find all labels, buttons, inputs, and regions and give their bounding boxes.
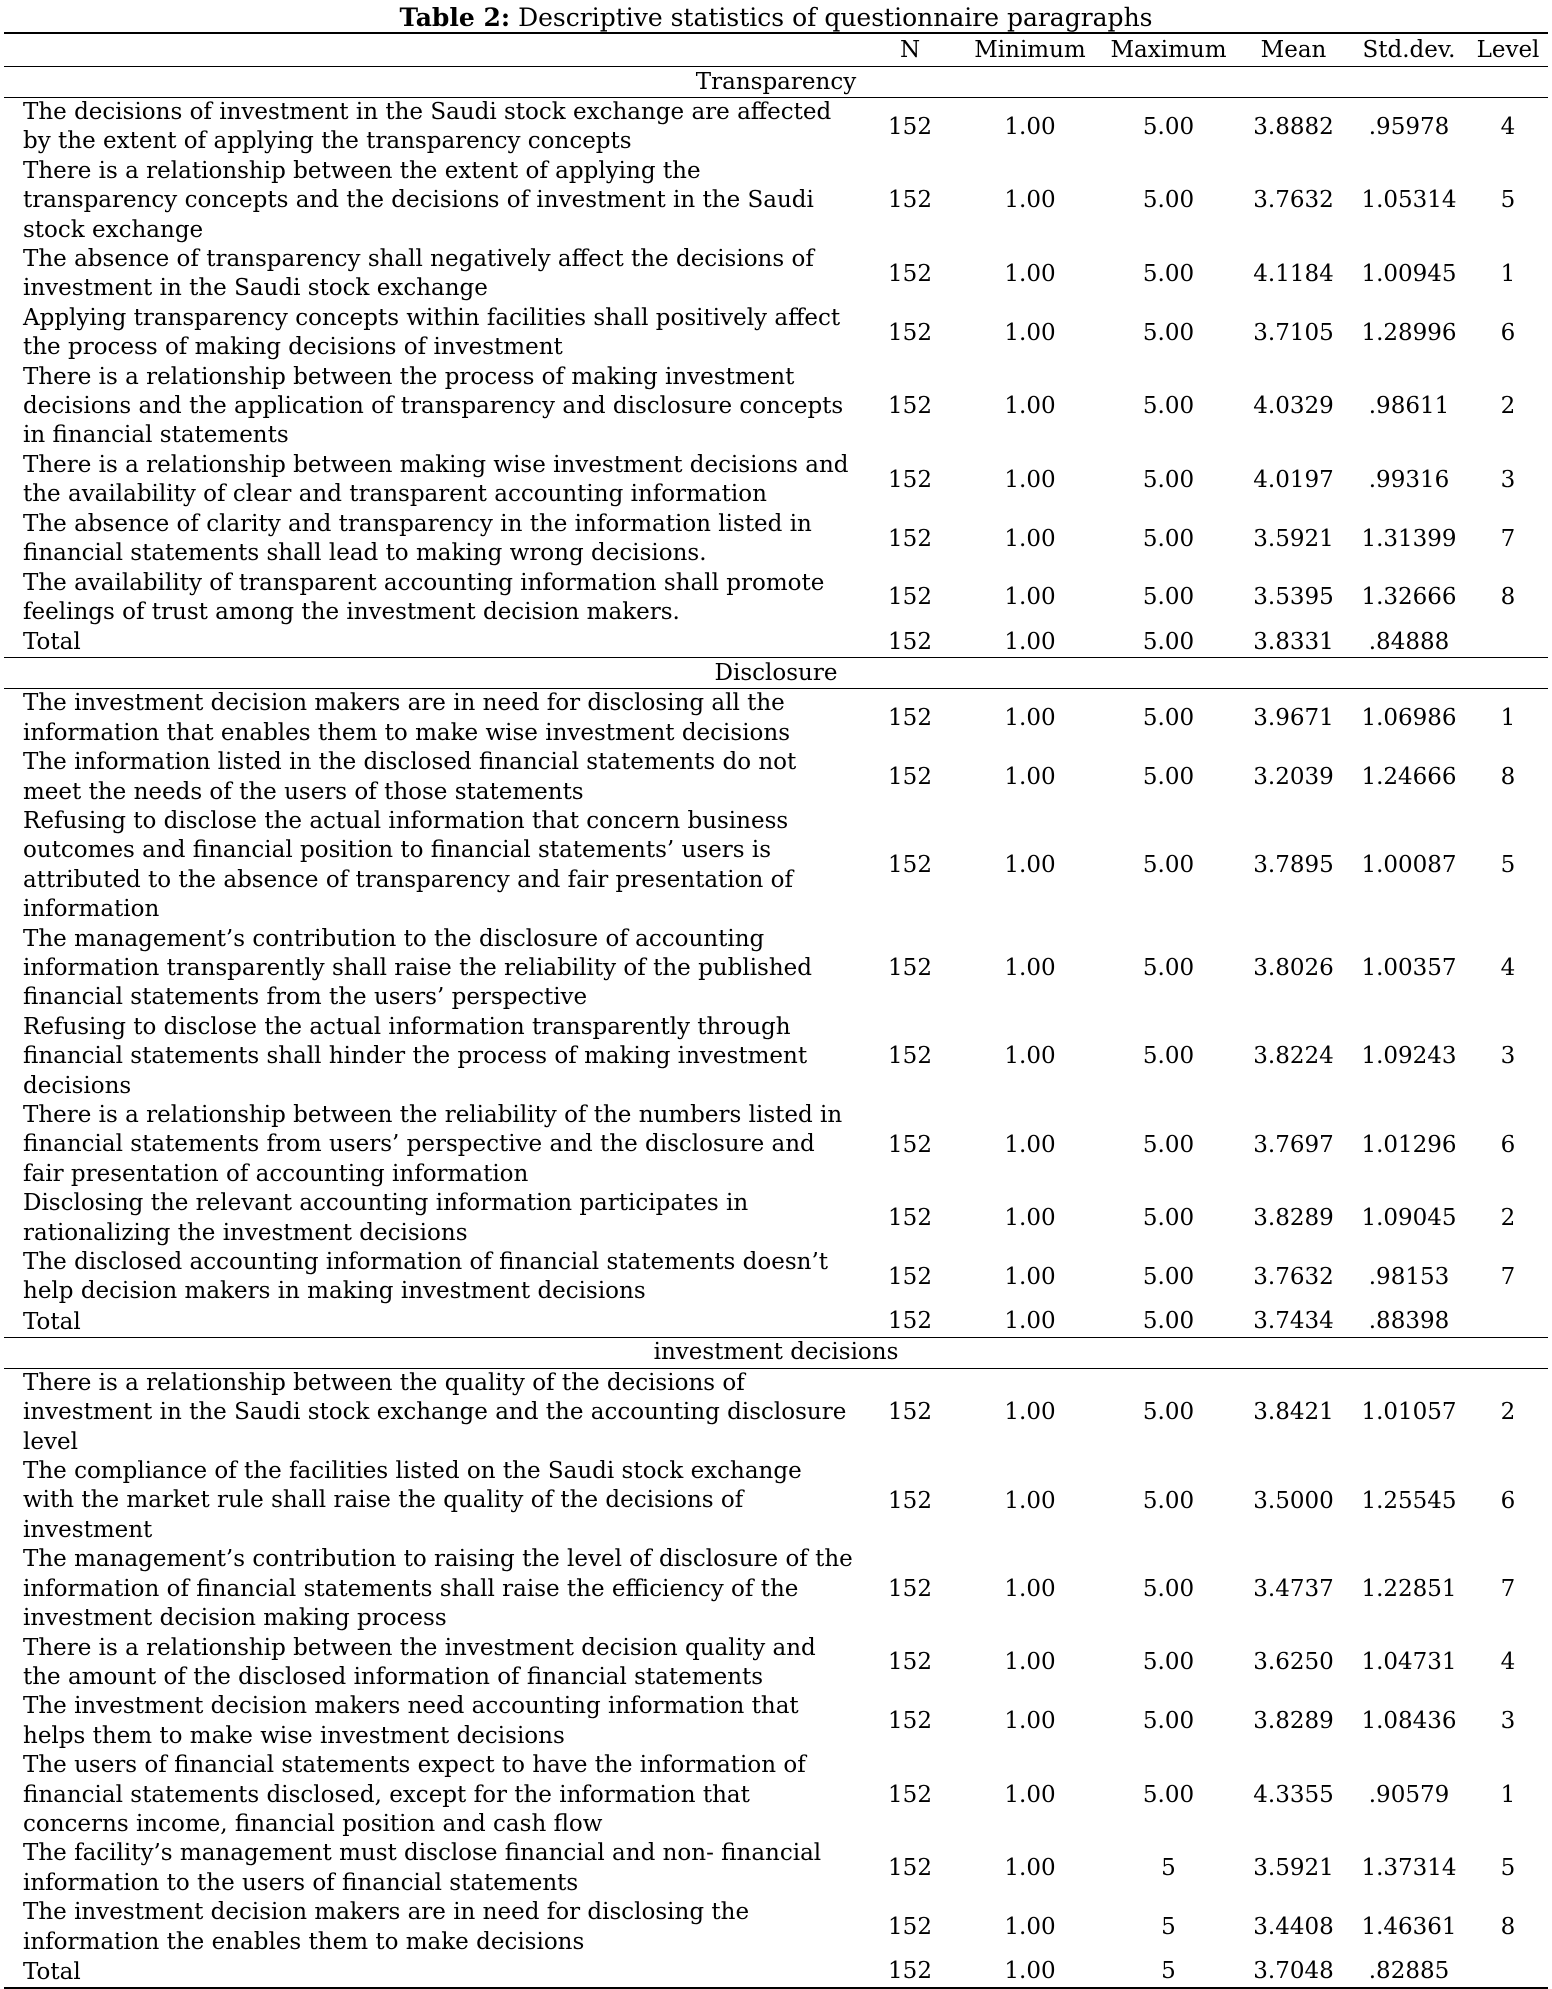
cell-std-dev: 1.04731 — [1361, 1649, 1457, 1676]
cell-minimum: 1.00 — [1004, 705, 1056, 732]
cell-level: 8 — [1500, 584, 1516, 611]
section-1 — [4, 658, 1548, 1338]
header-level: Level — [1476, 36, 1540, 63]
cell-n: 152 — [888, 1399, 932, 1426]
cell-std-dev: 1.31399 — [1361, 525, 1457, 552]
cell-mean: 3.7632 — [1253, 187, 1334, 214]
cell-level: 6 — [1500, 319, 1516, 346]
cell-minimum: 1.00 — [1004, 764, 1056, 791]
cell-std-dev: 1.25545 — [1361, 1487, 1457, 1514]
table-row — [4, 1692, 1548, 1751]
cell-n: 152 — [888, 113, 932, 140]
cell-minimum: 1.00 — [1004, 584, 1056, 611]
table-row — [4, 1839, 1548, 1898]
cell-maximum: 5.00 — [1142, 1399, 1195, 1426]
table-row — [4, 1751, 1548, 1839]
total-maximum: 5.00 — [1142, 628, 1195, 655]
cell-statement: The investment decision makers are in need for disclosing the information the enables them to make decisions — [23, 1899, 750, 1955]
cell-mean: 4.0197 — [1253, 466, 1334, 493]
cell-std-dev: 1.06986 — [1361, 705, 1457, 732]
table-row — [4, 1248, 1548, 1307]
cell-statement: There is a relationship between the process of making investment decisions and the application of transparency and disclosure concepts in financial statements — [23, 363, 844, 449]
total-row — [4, 627, 1548, 658]
cell-mean: 3.8421 — [1253, 1399, 1334, 1426]
total-level — [1468, 627, 1548, 658]
cell-n: 152 — [888, 525, 932, 552]
total-n: 152 — [888, 628, 932, 655]
table-row — [4, 98, 1548, 157]
total-n: 152 — [888, 1958, 932, 1985]
cell-std-dev: 1.01057 — [1361, 1399, 1457, 1426]
cell-std-dev: 1.00945 — [1361, 260, 1457, 287]
cell-mean: 3.6250 — [1253, 1649, 1334, 1676]
table-row — [4, 1634, 1548, 1693]
total-row — [4, 1957, 1548, 1988]
cell-maximum: 5 — [1161, 1855, 1176, 1882]
cell-std-dev: .98611 — [1368, 393, 1450, 420]
total-mean: 3.7048 — [1253, 1958, 1334, 1985]
total-std-dev: .82885 — [1368, 1958, 1450, 1985]
table-row — [4, 510, 1548, 569]
header-row — [4, 33, 1548, 67]
cell-maximum: 5.00 — [1142, 1649, 1195, 1676]
total-minimum: 1.00 — [1004, 628, 1056, 655]
cell-n: 152 — [888, 1855, 932, 1882]
cell-statement: There is a relationship between the investment decision quality and the amount of the disclosed information of financial statements — [23, 1634, 816, 1690]
cell-minimum: 1.00 — [1004, 1487, 1056, 1514]
descriptive-statistics-table — [4, 32, 1548, 1989]
cell-n: 152 — [888, 1649, 932, 1676]
table-row — [4, 245, 1548, 304]
cell-n: 152 — [888, 393, 932, 420]
table-row — [4, 689, 1548, 748]
cell-mean: 4.0329 — [1253, 393, 1334, 420]
caption-label: Table 2: — [399, 3, 511, 32]
total-n: 152 — [888, 1308, 932, 1335]
cell-level: 7 — [1500, 525, 1516, 552]
header-minimum: Minimum — [974, 36, 1086, 63]
cell-minimum: 1.00 — [1004, 1043, 1056, 1070]
cell-statement: The investment decision makers need accounting information that helps them to make wise investment decisions — [23, 1693, 799, 1749]
cell-minimum: 1.00 — [1004, 1914, 1056, 1941]
section-title: investment decisions — [4, 1337, 1548, 1368]
cell-statement: The management’s contribution to raising the level of disclosure of the information of financial statements shall raise the efficiency of the investment decision making process — [23, 1546, 853, 1632]
cell-minimum: 1.00 — [1004, 1649, 1056, 1676]
cell-level: 4 — [1500, 955, 1516, 982]
header-statement — [4, 33, 860, 67]
cell-level: 7 — [1500, 1575, 1516, 1602]
total-maximum: 5.00 — [1142, 1308, 1195, 1335]
cell-n: 152 — [888, 1487, 932, 1514]
cell-maximum: 5.00 — [1142, 319, 1195, 346]
cell-level: 5 — [1500, 1855, 1516, 1882]
table-row — [4, 451, 1548, 510]
cell-mean: 3.7105 — [1253, 319, 1334, 346]
cell-n: 152 — [888, 187, 932, 214]
cell-level: 1 — [1500, 705, 1516, 732]
cell-statement: The information listed in the disclosed financial statements do not meet the needs of the users of those statements — [23, 749, 797, 805]
cell-n: 152 — [888, 1575, 932, 1602]
cell-minimum: 1.00 — [1004, 319, 1056, 346]
cell-statement: The absence of clarity and transparency in the information listed in financial statements shall lead to making wrong decisions. — [23, 510, 812, 567]
cell-maximum: 5.00 — [1142, 1043, 1195, 1070]
cell-mean: 3.7895 — [1253, 852, 1334, 879]
cell-mean: 3.8224 — [1253, 1043, 1334, 1070]
cell-mean: 3.8882 — [1253, 113, 1334, 140]
cell-level: 6 — [1500, 1487, 1516, 1514]
cell-minimum: 1.00 — [1004, 393, 1056, 420]
cell-minimum: 1.00 — [1004, 260, 1056, 287]
cell-mean: 4.1184 — [1253, 260, 1334, 287]
total-level — [1468, 1957, 1548, 1988]
table-row — [4, 363, 1548, 451]
cell-n: 152 — [888, 260, 932, 287]
cell-level: 5 — [1500, 852, 1516, 879]
cell-mean: 3.5921 — [1253, 525, 1334, 552]
cell-n: 152 — [888, 764, 932, 791]
cell-mean: 3.4737 — [1253, 1575, 1334, 1602]
header-std-dev: Std.dev. — [1362, 36, 1456, 63]
section-title-row — [4, 1337, 1548, 1368]
cell-level: 4 — [1500, 113, 1516, 140]
cell-maximum: 5.00 — [1142, 1205, 1195, 1232]
cell-maximum: 5 — [1161, 1914, 1176, 1941]
total-mean: 3.7434 — [1253, 1308, 1334, 1335]
cell-statement: There is a relationship between the quality of the decisions of investment in the Saudi stock exchange and the accounting disclosure level — [23, 1369, 847, 1455]
cell-minimum: 1.00 — [1004, 525, 1056, 552]
cell-maximum: 5.00 — [1142, 1487, 1195, 1514]
total-statement: Total — [23, 1958, 81, 1985]
cell-mean: 3.7697 — [1253, 1131, 1334, 1158]
cell-n: 152 — [888, 852, 932, 879]
cell-n: 152 — [888, 319, 932, 346]
cell-std-dev: 1.09243 — [1361, 1043, 1457, 1070]
cell-statement: The investment decision makers are in need for disclosing all the information that enables them to make wise investment decisions — [23, 690, 791, 746]
table-row — [4, 748, 1548, 807]
cell-level: 4 — [1500, 1649, 1516, 1676]
cell-maximum: 5.00 — [1142, 260, 1195, 287]
cell-level: 8 — [1500, 764, 1516, 791]
cell-minimum: 1.00 — [1004, 1855, 1056, 1882]
cell-mean: 3.9671 — [1253, 705, 1334, 732]
cell-statement: The decisions of investment in the Saudi stock exchange are affected by the extent of applying the transparency concepts — [23, 99, 832, 155]
cell-maximum: 5.00 — [1142, 1263, 1195, 1290]
cell-std-dev: 1.46361 — [1361, 1914, 1457, 1941]
table-row — [4, 1545, 1548, 1633]
cell-maximum: 5.00 — [1142, 1575, 1195, 1602]
cell-std-dev: .90579 — [1368, 1781, 1450, 1808]
cell-std-dev: .95978 — [1368, 113, 1450, 140]
cell-maximum: 5.00 — [1142, 466, 1195, 493]
cell-std-dev: 1.01296 — [1361, 1131, 1457, 1158]
table-row — [4, 1189, 1548, 1248]
cell-maximum: 5.00 — [1142, 955, 1195, 982]
table-row — [4, 925, 1548, 1013]
table-row — [4, 1368, 1548, 1457]
cell-minimum: 1.00 — [1004, 187, 1056, 214]
total-minimum: 1.00 — [1004, 1308, 1056, 1335]
cell-statement: Refusing to disclose the actual information transparently through financial statements shall hinder the process of making investment decisions — [23, 1013, 808, 1099]
cell-statement: The absence of transparency shall negatively affect the decisions of investment in the Saudi stock exchange — [23, 246, 814, 302]
cell-minimum: 1.00 — [1004, 1399, 1056, 1426]
total-std-dev: .88398 — [1368, 1308, 1450, 1335]
header-n: N — [899, 36, 921, 63]
cell-n: 152 — [888, 955, 932, 982]
cell-level: 3 — [1500, 1708, 1516, 1735]
total-minimum: 1.00 — [1004, 1958, 1056, 1985]
cell-maximum: 5.00 — [1142, 705, 1195, 732]
cell-maximum: 5.00 — [1142, 393, 1195, 420]
cell-level: 2 — [1500, 1205, 1516, 1232]
cell-statement: Disclosing the relevant accounting information participates in rationalizing the investment decisions — [23, 1190, 749, 1246]
total-statement: Total — [23, 629, 81, 656]
cell-maximum: 5.00 — [1142, 187, 1195, 214]
cell-maximum: 5.00 — [1142, 1131, 1195, 1158]
cell-statement: There is a relationship between the extent of applying the transparency concepts and the decisions of investment in the Saudi stock exchange — [23, 157, 814, 243]
cell-statement: The disclosed accounting information of financial statements doesn’t help decision makers in making investment decisions — [23, 1249, 829, 1305]
section-title-row — [4, 658, 1548, 689]
cell-std-dev: 1.37314 — [1361, 1855, 1457, 1882]
section-title: Disclosure — [4, 658, 1548, 689]
cell-statement: The compliance of the facilities listed on the Saudi stock exchange with the market rule shall raise the quality of the decisions of investment — [23, 1458, 802, 1543]
cell-std-dev: 1.05314 — [1361, 187, 1457, 214]
cell-std-dev: 1.08436 — [1361, 1708, 1457, 1735]
cell-statement: There is a relationship between making wise investment decisions and the availability of clear and transparent accounting information — [23, 451, 849, 508]
cell-std-dev: .99316 — [1368, 466, 1450, 493]
section-title-row — [4, 67, 1548, 98]
cell-std-dev: 1.32666 — [1361, 584, 1457, 611]
cell-minimum: 1.00 — [1004, 1205, 1056, 1232]
table-row — [4, 1457, 1548, 1545]
cell-level: 6 — [1500, 1131, 1516, 1158]
section-2 — [4, 1337, 1548, 1988]
table-row — [4, 304, 1548, 363]
cell-maximum: 5.00 — [1142, 1781, 1195, 1808]
cell-minimum: 1.00 — [1004, 113, 1056, 140]
total-statement: Total — [23, 1308, 81, 1335]
cell-n: 152 — [888, 1708, 932, 1735]
cell-level: 1 — [1500, 1781, 1516, 1808]
total-maximum: 5 — [1161, 1958, 1176, 1985]
cell-level: 3 — [1500, 1043, 1516, 1070]
cell-mean: 3.5000 — [1253, 1487, 1334, 1514]
table-row — [4, 569, 1548, 628]
cell-mean: 3.5395 — [1253, 584, 1334, 611]
cell-maximum: 5.00 — [1142, 113, 1195, 140]
cell-statement: Refusing to disclose the actual information that concern business outcomes and financial position to financial statements’ users is attributed to the absence of transparency and fair presentation of information — [23, 807, 793, 923]
total-row — [4, 1307, 1548, 1338]
cell-n: 152 — [888, 1043, 932, 1070]
cell-mean: 3.2039 — [1253, 764, 1334, 791]
cell-level: 3 — [1500, 466, 1516, 493]
cell-mean: 3.5921 — [1253, 1855, 1334, 1882]
table-caption — [0, 0, 1552, 36]
header-mean: Mean — [1260, 36, 1327, 63]
table-row — [4, 157, 1548, 245]
cell-maximum: 5.00 — [1142, 1708, 1195, 1735]
cell-mean: 4.3355 — [1253, 1781, 1334, 1808]
total-mean: 3.8331 — [1253, 628, 1334, 655]
cell-maximum: 5.00 — [1142, 764, 1195, 791]
cell-n: 152 — [888, 1914, 932, 1941]
cell-statement: The users of financial statements expect to have the information of financial statements disclosed, except for the information that concerns income, financial position and cash flow — [23, 1752, 806, 1837]
cell-std-dev: .98153 — [1368, 1263, 1450, 1290]
cell-std-dev: 1.00087 — [1361, 852, 1457, 879]
total-std-dev: .84888 — [1368, 628, 1450, 655]
cell-mean: 3.8026 — [1253, 955, 1334, 982]
cell-mean: 3.8289 — [1253, 1205, 1334, 1232]
cell-maximum: 5.00 — [1142, 525, 1195, 552]
cell-minimum: 1.00 — [1004, 1131, 1056, 1158]
cell-minimum: 1.00 — [1004, 1575, 1056, 1602]
cell-n: 152 — [888, 466, 932, 493]
cell-level: 8 — [1500, 1914, 1516, 1941]
cell-level: 2 — [1500, 1399, 1516, 1426]
cell-level: 2 — [1500, 393, 1516, 420]
cell-statement: The availability of transparent accounting information shall promote feelings of trust among the investment decision makers. — [23, 569, 825, 625]
cell-minimum: 1.00 — [1004, 1263, 1056, 1290]
cell-minimum: 1.00 — [1004, 955, 1056, 982]
cell-minimum: 1.00 — [1004, 1708, 1056, 1735]
cell-minimum: 1.00 — [1004, 466, 1056, 493]
cell-n: 152 — [888, 1781, 932, 1808]
cell-std-dev: 1.24666 — [1361, 764, 1457, 791]
header-maximum: Maximum — [1110, 36, 1227, 63]
cell-n: 152 — [888, 1131, 932, 1158]
cell-level: 1 — [1500, 260, 1516, 287]
cell-level: 5 — [1500, 187, 1516, 214]
cell-mean: 3.4408 — [1253, 1914, 1334, 1941]
section-title: Transparency — [4, 67, 1548, 98]
cell-std-dev: 1.00357 — [1361, 955, 1457, 982]
cell-n: 152 — [888, 1263, 932, 1290]
cell-statement: The facility’s management must disclose financial and non- financial information to the users of financial statements — [23, 1840, 822, 1896]
cell-maximum: 5.00 — [1142, 852, 1195, 879]
total-level — [1468, 1307, 1548, 1338]
table-row — [4, 1013, 1548, 1101]
cell-maximum: 5.00 — [1142, 584, 1195, 611]
cell-mean: 3.7632 — [1253, 1263, 1334, 1290]
cell-level: 7 — [1500, 1263, 1516, 1290]
table-row — [4, 1101, 1548, 1189]
cell-std-dev: 1.28996 — [1361, 319, 1457, 346]
table-row — [4, 807, 1548, 925]
cell-n: 152 — [888, 705, 932, 732]
section-0 — [4, 67, 1548, 658]
cell-minimum: 1.00 — [1004, 852, 1056, 879]
cell-statement: The management’s contribution to the disclosure of accounting information transparently shall raise the reliability of the published financial statements from the users’ perspective — [23, 925, 812, 1011]
cell-std-dev: 1.09045 — [1361, 1205, 1457, 1232]
cell-minimum: 1.00 — [1004, 1781, 1056, 1808]
cell-mean: 3.8289 — [1253, 1708, 1334, 1735]
cell-statement: Applying transparency concepts within facilities shall positively affect the process of making decisions of investment — [23, 304, 841, 361]
cell-n: 152 — [888, 584, 932, 611]
table-row — [4, 1898, 1548, 1957]
caption-text: Descriptive statistics of questionnaire paragraphs — [510, 3, 1153, 32]
cell-statement: There is a relationship between the reliability of the numbers listed in financial statements from users’ perspective and the disclosure and fair presentation of accounting information — [23, 1102, 843, 1187]
cell-n: 152 — [888, 1205, 932, 1232]
cell-std-dev: 1.22851 — [1361, 1575, 1457, 1602]
